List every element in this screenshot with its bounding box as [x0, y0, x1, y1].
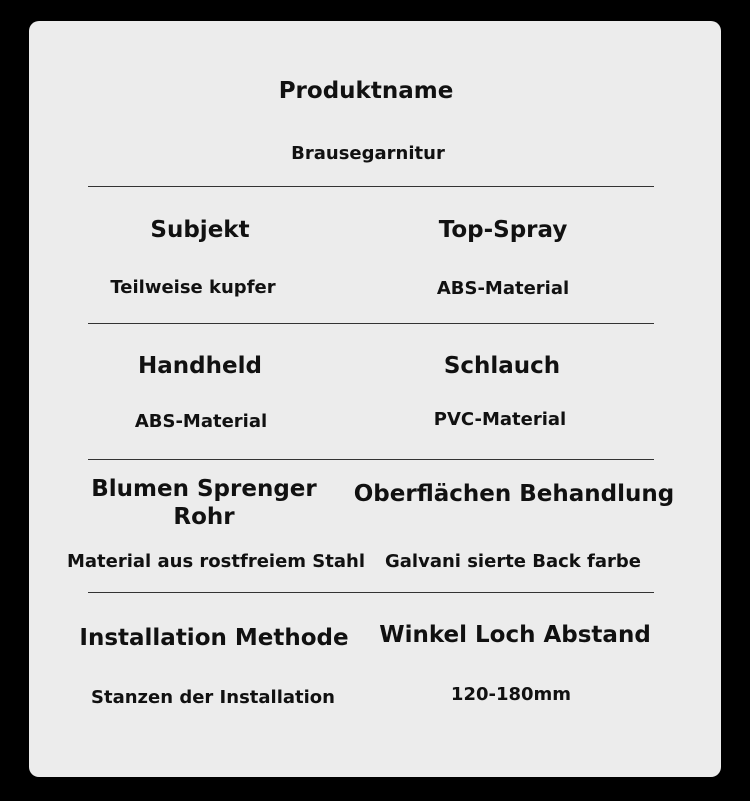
winkel-value: 120-180mm: [450, 684, 572, 705]
spec-card: [29, 21, 721, 777]
top-spray-value: ABS-Material: [436, 278, 570, 299]
schlauch-label: Schlauch: [443, 353, 561, 379]
top-spray-label: Top-Spray: [438, 217, 568, 243]
blumen-sprenger-value: Material aus rostfreiem Stahl: [66, 551, 366, 572]
oberflaechen-label: Oberflächen Behandlung: [353, 481, 675, 507]
product-name-value: Brausegarnitur: [291, 143, 445, 164]
divider: [88, 323, 654, 324]
subjekt-label: Subjekt: [150, 217, 250, 243]
handheld-label: Handheld: [138, 353, 262, 379]
divider: [88, 592, 654, 593]
divider: [88, 459, 654, 460]
blumen-sprenger-label-line2: Rohr: [173, 504, 235, 530]
winkel-label: Winkel Loch Abstand: [379, 622, 651, 648]
product-name-label: Produktname: [278, 78, 454, 104]
subjekt-value: Teilweise kupfer: [110, 277, 276, 298]
installation-label: Installation Methode: [79, 625, 349, 651]
installation-value: Stanzen der Installation: [91, 687, 335, 708]
blumen-sprenger-label-line1: Blumen Sprenger: [91, 476, 317, 502]
divider: [88, 186, 654, 187]
oberflaechen-value: Galvani sierte Back farbe: [385, 551, 641, 572]
schlauch-value: PVC-Material: [433, 409, 567, 430]
handheld-value: ABS-Material: [134, 411, 268, 432]
